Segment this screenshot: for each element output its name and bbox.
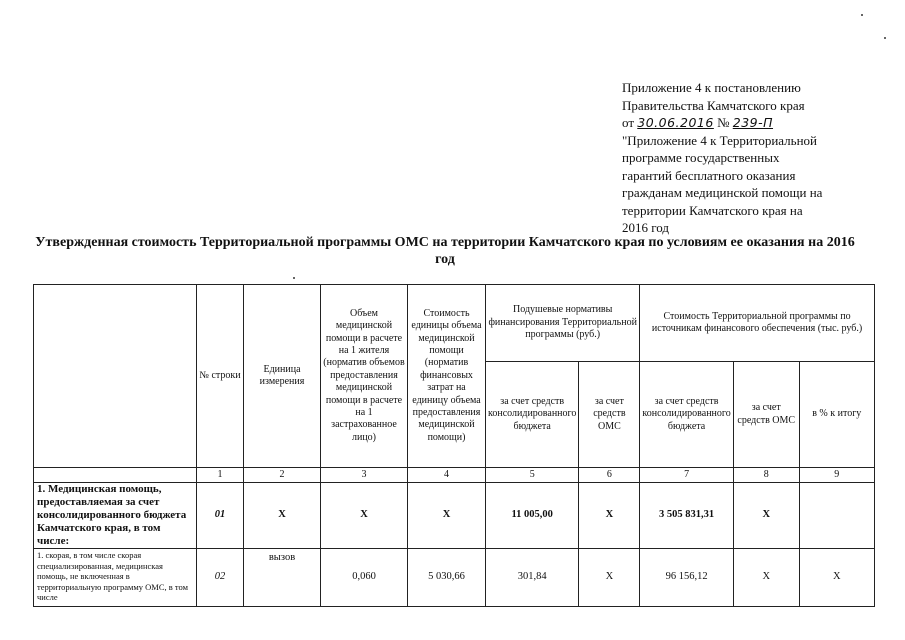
table-row — [34, 549, 875, 607]
appendix-line-4: "Приложение 4 к Территориальной — [622, 132, 817, 148]
header-cost-oms: за счет средств ОМС — [733, 362, 799, 468]
number-handwritten: 239-П — [732, 115, 774, 130]
header-label-cell — [34, 285, 197, 468]
appendix-line-8: территории Камчатского края на — [622, 202, 803, 218]
header-unit-cost: Стоимость единицы объема медицинской помощи (норматив финансовых затрат на единицу объема предоставления медицинской помощи) — [408, 285, 486, 468]
header-cost-group: Стоимость Территориальной программы по источникам финансового обеспечения (тыс. руб.) — [640, 285, 874, 362]
column-number: 1 — [197, 468, 244, 483]
header-per-capita-oms: за счет средств ОМС — [579, 362, 640, 468]
header-cost-percent: в % к итогу — [799, 362, 874, 468]
date-prefix: от — [622, 115, 635, 130]
appendix-line-7: гражданам медицинской помощи на — [622, 185, 823, 200]
scan-speck — [293, 277, 295, 279]
column-number: 5 — [486, 468, 579, 483]
table-row — [34, 483, 875, 549]
appendix-line-6: гарантий бесплатного оказания — [622, 167, 796, 183]
appendix-block — [622, 79, 862, 237]
row-unit: вызов — [244, 549, 321, 607]
column-number: 4 — [408, 468, 486, 483]
row-per-capita-budget: 301,84 — [486, 549, 579, 607]
number-sign: № — [717, 115, 730, 130]
appendix-line-2: Правительства Камчатского края — [622, 97, 805, 113]
column-number: 7 — [640, 468, 733, 483]
row-volume: X — [321, 483, 408, 549]
row-cost-oms: X — [733, 549, 799, 607]
document-title: Утвержденная стоимость Территориальной программы ОМС на территории Камчатского края по условиям ее оказания на 2016 год — [35, 235, 855, 267]
row-cost-percent: X — [799, 549, 874, 607]
appendix-line-5: программе государственных — [622, 150, 780, 165]
appendix-line-9: 2016 год — [622, 220, 669, 235]
header-volume: Объем медицинской помощи в расчете на 1 жителя (норматив объемов предоставления медицинской помощи в расчете на 1 застрахованное лицо) — [321, 285, 408, 468]
row-per-capita-oms: X — [579, 483, 640, 549]
row-cost-oms: X — [733, 483, 799, 549]
row-per-capita-budget: 11 005,00 — [486, 483, 579, 549]
row-cost-budget: 3 505 831,31 — [640, 483, 733, 549]
cost-table — [33, 284, 875, 607]
scan-speck — [861, 14, 863, 16]
column-number: 8 — [733, 468, 799, 483]
row-number: 01 — [197, 483, 244, 549]
appendix-line-1: Приложение 4 к постановлению — [622, 80, 801, 95]
header-cost-budget: за счет средств консолидированного бюджета — [640, 362, 733, 468]
column-number: 9 — [799, 468, 874, 483]
row-volume: 0,060 — [321, 549, 408, 607]
row-unit-cost: 5 030,66 — [408, 549, 486, 607]
row-per-capita-oms: X — [579, 549, 640, 607]
row-label: 1. Медицинская помощь, предоставляемая за счет консолидированного бюджета Камчатского края, в том числе: — [34, 483, 197, 549]
appendix-date-line — [622, 114, 862, 132]
scan-speck — [884, 37, 886, 39]
header-row-no: № строки — [197, 285, 244, 468]
column-number: 6 — [579, 468, 640, 483]
header-per-capita-budget: за счет средств консолидированного бюджета — [486, 362, 579, 468]
date-handwritten: 30.06.2016 — [637, 115, 714, 130]
row-cost-percent — [799, 483, 874, 549]
column-number: 3 — [321, 468, 408, 483]
column-numbers-row — [34, 468, 875, 483]
row-unit-cost: X — [408, 483, 486, 549]
header-per-capita-group: Подушевые нормативы финансирования Территориальной программы (руб.) — [486, 285, 640, 362]
column-number-empty — [34, 468, 197, 483]
column-number: 2 — [244, 468, 321, 483]
row-cost-budget: 96 156,12 — [640, 549, 733, 607]
header-unit: Единица измерения — [244, 285, 321, 468]
row-label: 1. скорая, в том числе скорая специализированная, медицинская помощь, не включенная в территориальную программу ОМС, в том числе — [34, 549, 197, 607]
row-number: 02 — [197, 549, 244, 607]
row-unit: X — [244, 483, 321, 549]
